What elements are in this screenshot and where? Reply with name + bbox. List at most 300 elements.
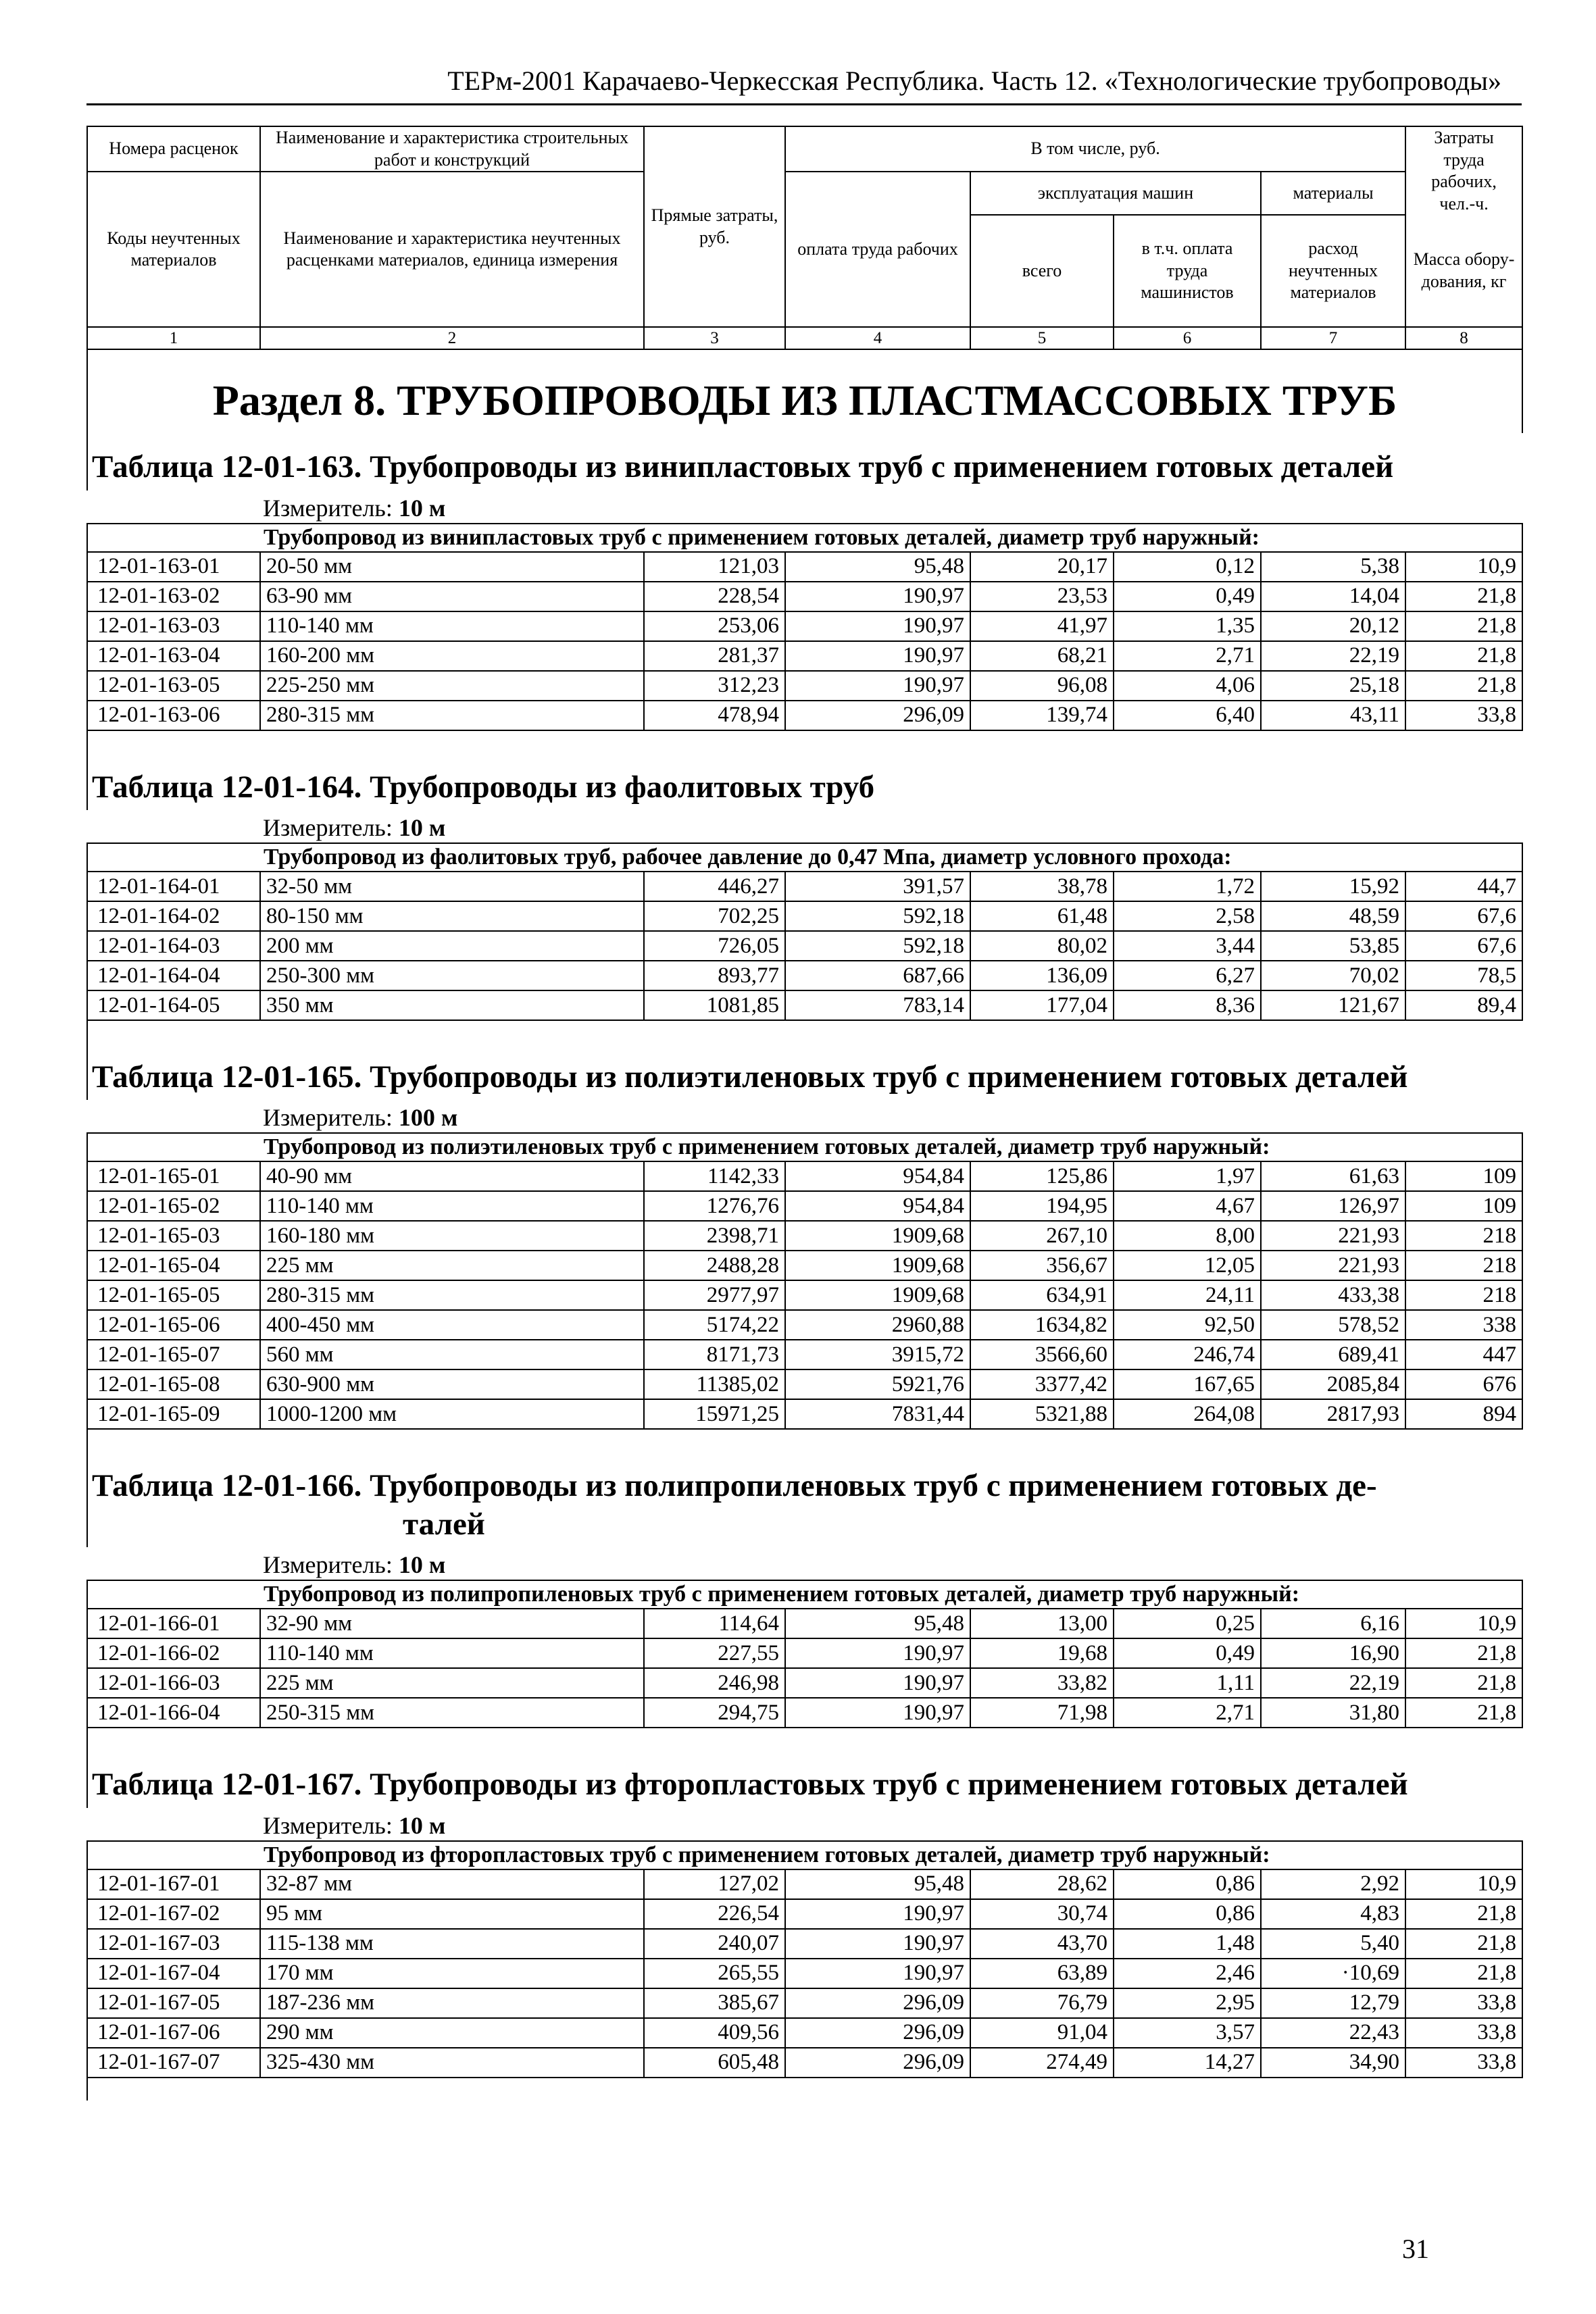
col-header-labor-costs: Затраты труда рабочих, чел.-ч. (1405, 126, 1522, 215)
table-row (87, 552, 1522, 582)
cell-direct-costs: 5174,22 (644, 1310, 785, 1340)
cell-direct-costs: 446,27 (644, 872, 785, 901)
cell-rate-code: 12-01-166-02 (87, 1638, 260, 1668)
cell-materials: 22,19 (1261, 641, 1405, 671)
cell-materials: 4,83 (1261, 1899, 1405, 1929)
cell-operator-pay: 0,49 (1114, 582, 1261, 611)
cell-work-description: 400-450 мм (260, 1310, 644, 1340)
cell-machine-total: 177,04 (970, 990, 1114, 1020)
cell-rate-code: 12-01-164-01 (87, 872, 260, 901)
measure (87, 1547, 1522, 1580)
cell-worker-pay: 190,97 (785, 641, 970, 671)
cell-machine-total: 76,79 (970, 1988, 1114, 2018)
measure-row (87, 1100, 1522, 1133)
cell-materials: 126,97 (1261, 1191, 1405, 1221)
cell-direct-costs: 1081,85 (644, 990, 785, 1020)
cell-rate-code: 12-01-163-05 (87, 671, 260, 701)
cell-labor-costs: 78,5 (1405, 961, 1522, 990)
table-title (87, 433, 1522, 490)
cell-materials: 2,92 (1261, 1869, 1405, 1899)
measure-row (87, 810, 1522, 843)
cell-machine-total: 71,98 (970, 1698, 1114, 1728)
table-row (87, 1340, 1522, 1369)
col-header-including: В том числе, руб. (785, 126, 1405, 172)
cell-labor-costs: 21,8 (1405, 582, 1522, 611)
cell-operator-pay: 6,27 (1114, 961, 1261, 990)
cell-operator-pay: 0,49 (1114, 1638, 1261, 1668)
col-number: 6 (1114, 327, 1261, 349)
table-row (87, 1638, 1522, 1668)
cell-work-description: 630-900 мм (260, 1369, 644, 1399)
cell-work-description: 80-150 мм (260, 901, 644, 931)
cell-materials: 16,90 (1261, 1638, 1405, 1668)
cell-labor-costs: 44,7 (1405, 872, 1522, 901)
cell-worker-pay: 95,48 (785, 552, 970, 582)
cell-work-description: 200 мм (260, 931, 644, 961)
cell-rate-code: 12-01-165-09 (87, 1399, 260, 1429)
cell-worker-pay: 296,09 (785, 2048, 970, 2078)
cell-machine-total: 3566,60 (970, 1340, 1114, 1369)
cell-labor-costs: 21,8 (1405, 1959, 1522, 1988)
measure (87, 810, 1522, 843)
cell-operator-pay: 92,50 (1114, 1310, 1261, 1340)
cell-materials: 5,40 (1261, 1929, 1405, 1959)
cell-machine-total: 634,91 (970, 1280, 1114, 1310)
cell-labor-costs: 447 (1405, 1340, 1522, 1369)
cell-machine-total: 80,02 (970, 931, 1114, 961)
col-header-machine-operation: эксплуатация машин (970, 172, 1261, 215)
cell-operator-pay: 2,46 (1114, 1959, 1261, 1988)
cell-machine-total: 23,53 (970, 582, 1114, 611)
cell-operator-pay: 1,72 (1114, 872, 1261, 901)
cell-rate-code: 12-01-166-03 (87, 1668, 260, 1698)
cell-labor-costs: 33,8 (1405, 701, 1522, 730)
cell-machine-total: 61,48 (970, 901, 1114, 931)
cell-materials: 70,02 (1261, 961, 1405, 990)
cell-materials: 2085,84 (1261, 1369, 1405, 1399)
cell-work-description: 110-140 мм (260, 1191, 644, 1221)
cell-labor-costs: 10,9 (1405, 1869, 1522, 1899)
measure-row (87, 1808, 1522, 1841)
cell-worker-pay: 95,48 (785, 1609, 970, 1638)
cell-work-description: 110-140 мм (260, 611, 644, 641)
subheading-row (87, 843, 1522, 872)
table-row (87, 1988, 1522, 2018)
cell-labor-costs: 218 (1405, 1221, 1522, 1251)
table-row (87, 1929, 1522, 1959)
cell-work-description: 225 мм (260, 1251, 644, 1280)
cell-direct-costs: 228,54 (644, 582, 785, 611)
cell-materials: 25,18 (1261, 671, 1405, 701)
cell-materials: 48,59 (1261, 901, 1405, 931)
cell-direct-costs: 281,37 (644, 641, 785, 671)
cell-rate-code: 12-01-163-03 (87, 611, 260, 641)
cell-worker-pay: 190,97 (785, 1929, 970, 1959)
cell-operator-pay: 2,58 (1114, 901, 1261, 931)
cell-labor-costs: 33,8 (1405, 1988, 1522, 2018)
cell-labor-costs: 676 (1405, 1369, 1522, 1399)
cell-materials: 22,43 (1261, 2018, 1405, 2048)
cell-materials: 34,90 (1261, 2048, 1405, 2078)
measure-label: Измеритель: (263, 814, 393, 842)
table-body (87, 126, 1522, 2101)
table-spacer (87, 1728, 1522, 1751)
cell-worker-pay: 592,18 (785, 901, 970, 931)
cell-rate-code: 12-01-167-07 (87, 2048, 260, 2078)
cell-rate-code: 12-01-167-06 (87, 2018, 260, 2048)
cell-work-description: 63-90 мм (260, 582, 644, 611)
cell-work-description: 115-138 мм (260, 1929, 644, 1959)
cell-work-description: 290 мм (260, 2018, 644, 2048)
cell-worker-pay: 190,97 (785, 1638, 970, 1668)
cell-direct-costs: 265,55 (644, 1959, 785, 1988)
cell-direct-costs: 605,48 (644, 2048, 785, 2078)
measure-value: 100 м (398, 1104, 458, 1132)
cell-machine-total: 30,74 (970, 1899, 1114, 1929)
table-row (87, 582, 1522, 611)
cell-direct-costs: 726,05 (644, 931, 785, 961)
cell-materials: 221,93 (1261, 1221, 1405, 1251)
cell-labor-costs: 21,8 (1405, 1638, 1522, 1668)
table-title (87, 753, 1522, 810)
subheading-row (87, 1580, 1522, 1609)
cell-labor-costs: 10,9 (1405, 1609, 1522, 1638)
cell-labor-costs: 21,8 (1405, 1899, 1522, 1929)
col-header-worker-pay: оплата труда рабочих (785, 172, 970, 327)
table-title-row (87, 433, 1522, 490)
cell-worker-pay: 391,57 (785, 872, 970, 901)
cell-operator-pay: 12,05 (1114, 1251, 1261, 1280)
cell-work-description: 250-315 мм (260, 1698, 644, 1728)
col-header-operator-pay: в т.ч. оплата труда машинистов (1114, 215, 1261, 327)
cell-operator-pay: 0,86 (1114, 1899, 1261, 1929)
cell-labor-costs: 21,8 (1405, 671, 1522, 701)
cell-machine-total: 5321,88 (970, 1399, 1114, 1429)
cell-rate-code: 12-01-165-01 (87, 1161, 260, 1191)
table-title-row (87, 1043, 1522, 1100)
measure-label: Измеритель: (263, 1551, 393, 1579)
cell-operator-pay: 0,25 (1114, 1609, 1261, 1638)
cell-direct-costs: 478,94 (644, 701, 785, 730)
cell-rate-code: 12-01-165-07 (87, 1340, 260, 1369)
cell-rate-code: 12-01-164-03 (87, 931, 260, 961)
cell-operator-pay: 3,44 (1114, 931, 1261, 961)
table-subheading: Трубопровод из полиэтиленовых труб с применением готовых деталей, диаметр труб наружный: (87, 1133, 1522, 1161)
cell-operator-pay: 6,40 (1114, 701, 1261, 730)
cell-worker-pay: 7831,44 (785, 1399, 970, 1429)
spacer-cell (87, 730, 1522, 753)
table-title (87, 1751, 1522, 1807)
cell-materials: 578,52 (1261, 1310, 1405, 1340)
cell-rate-code: 12-01-167-05 (87, 1988, 260, 2018)
measure-label: Измеритель: (263, 1811, 393, 1839)
table-row (87, 1310, 1522, 1340)
cell-rate-code: 12-01-165-02 (87, 1191, 260, 1221)
spacer-cell (87, 1429, 1522, 1452)
cell-work-description: 170 мм (260, 1959, 644, 1988)
cell-worker-pay: 296,09 (785, 1988, 970, 2018)
cell-machine-total: 38,78 (970, 872, 1114, 901)
col-header-material-codes: Коды неучтенных материалов (87, 172, 260, 327)
cell-labor-costs: 67,6 (1405, 931, 1522, 961)
cell-rate-code: 12-01-163-02 (87, 582, 260, 611)
cell-rate-code: 12-01-164-05 (87, 990, 260, 1020)
cell-machine-total: 274,49 (970, 2048, 1114, 2078)
cell-machine-total: 136,09 (970, 961, 1114, 990)
cell-materials: 2817,93 (1261, 1399, 1405, 1429)
col-number: 2 (260, 327, 644, 349)
cell-operator-pay: 4,67 (1114, 1191, 1261, 1221)
cell-work-description: 280-315 мм (260, 1280, 644, 1310)
measure (87, 1100, 1522, 1133)
cell-machine-total: 20,17 (970, 552, 1114, 582)
cell-rate-code: 12-01-165-04 (87, 1251, 260, 1280)
spacer-cell (87, 2078, 1522, 2101)
cell-materials: 15,92 (1261, 872, 1405, 901)
cell-machine-total: 139,74 (970, 701, 1114, 730)
col-number: 1 (87, 327, 260, 349)
table-row (87, 1399, 1522, 1429)
cell-operator-pay: 2,71 (1114, 1698, 1261, 1728)
cell-operator-pay: 1,97 (1114, 1161, 1261, 1191)
cell-direct-costs: 2488,28 (644, 1251, 785, 1280)
table-subheading: Трубопровод из фторопластовых труб с применением готовых деталей, диаметр труб наружный: (87, 1841, 1522, 1869)
measure (87, 1808, 1522, 1841)
cell-materials: 43,11 (1261, 701, 1405, 730)
cell-direct-costs: 226,54 (644, 1899, 785, 1929)
cell-materials: 121,67 (1261, 990, 1405, 1020)
cell-worker-pay: 190,97 (785, 1899, 970, 1929)
table-subheading: Трубопровод из полипропиленовых труб с применением готовых деталей, диаметр труб наружный: (87, 1580, 1522, 1609)
table-row (87, 1369, 1522, 1399)
cell-labor-costs: 218 (1405, 1251, 1522, 1280)
cell-rate-code: 12-01-163-04 (87, 641, 260, 671)
cell-machine-total: 28,62 (970, 1869, 1114, 1899)
col-header-rate-numbers: Номера расценок (87, 126, 260, 172)
table-spacer (87, 730, 1522, 753)
col-number: 4 (785, 327, 970, 349)
cell-labor-costs: 21,8 (1405, 1698, 1522, 1728)
table-row (87, 1251, 1522, 1280)
col-header-total: всего (970, 215, 1114, 327)
cell-labor-costs: 89,4 (1405, 990, 1522, 1020)
cell-labor-costs: 21,8 (1405, 1668, 1522, 1698)
cell-direct-costs: 385,67 (644, 1988, 785, 2018)
cell-worker-pay: 3915,72 (785, 1340, 970, 1369)
cell-direct-costs: 127,02 (644, 1869, 785, 1899)
table-row (87, 2048, 1522, 2078)
table-row (87, 1280, 1522, 1310)
cell-operator-pay: 2,95 (1114, 1988, 1261, 2018)
table-spacer (87, 2078, 1522, 2101)
measure-value: 10 м (398, 814, 446, 842)
measure-label: Измеритель: (263, 1104, 393, 1132)
cell-work-description: 32-87 мм (260, 1869, 644, 1899)
measure (87, 491, 1522, 524)
table-row (87, 1609, 1522, 1638)
cell-rate-code: 12-01-165-03 (87, 1221, 260, 1251)
measure-label: Измеритель: (263, 494, 393, 522)
cell-worker-pay: 1909,68 (785, 1221, 970, 1251)
col-header-material-name: Наименование и характеристика неучтенных расценками материалов, единица измерения (260, 172, 644, 327)
cell-rate-code: 12-01-164-04 (87, 961, 260, 990)
table-title (87, 1043, 1522, 1100)
cell-rate-code: 12-01-163-06 (87, 701, 260, 730)
cell-machine-total: 19,68 (970, 1638, 1114, 1668)
rates-table (86, 126, 1523, 2101)
table-row (87, 990, 1522, 1020)
cell-labor-costs: 21,8 (1405, 1929, 1522, 1959)
cell-operator-pay: 3,57 (1114, 2018, 1261, 2048)
cell-direct-costs: 246,98 (644, 1668, 785, 1698)
cell-machine-total: 125,86 (970, 1161, 1114, 1191)
cell-materials: 6,16 (1261, 1609, 1405, 1638)
cell-direct-costs: 11385,02 (644, 1369, 785, 1399)
cell-work-description: 280-315 мм (260, 701, 644, 730)
cell-machine-total: 356,67 (970, 1251, 1114, 1280)
cell-work-description: 40-90 мм (260, 1161, 644, 1191)
cell-work-description: 160-200 мм (260, 641, 644, 671)
table-title (87, 1452, 1522, 1547)
measure-value: 10 м (398, 494, 446, 522)
cell-materials: 12,79 (1261, 1988, 1405, 2018)
table-title-text: Таблица 12-01-163. Трубопроводы из винипластовых труб с применением готовых деталей (92, 449, 1394, 485)
col-header-direct-costs: Прямые затраты, руб. (644, 126, 785, 327)
table-row (87, 641, 1522, 671)
cell-machine-total: 194,95 (970, 1191, 1114, 1221)
measure-row (87, 1547, 1522, 1580)
measure-value: 10 м (398, 1551, 446, 1579)
cell-labor-costs: 109 (1405, 1191, 1522, 1221)
col-number: 8 (1405, 327, 1522, 349)
cell-rate-code: 12-01-167-02 (87, 1899, 260, 1929)
cell-labor-costs: 894 (1405, 1399, 1522, 1429)
table-row (87, 1869, 1522, 1899)
table-subheading: Трубопровод из фаолитовых труб, рабочее давление до 0,47 Мпа, диаметр условного прохода: (87, 843, 1522, 872)
cell-work-description: 32-50 мм (260, 872, 644, 901)
table-spacer (87, 1429, 1522, 1452)
table-row (87, 2018, 1522, 2048)
cell-direct-costs: 253,06 (644, 611, 785, 641)
cell-direct-costs: 1142,33 (644, 1161, 785, 1191)
cell-direct-costs: 702,25 (644, 901, 785, 931)
cell-materials: 20,12 (1261, 611, 1405, 641)
cell-machine-total: 91,04 (970, 2018, 1114, 2048)
cell-worker-pay: 190,97 (785, 1668, 970, 1698)
col-header-unaccounted-materials: расход неучтенных материалов (1261, 215, 1405, 327)
table-row (87, 901, 1522, 931)
cell-direct-costs: 409,56 (644, 2018, 785, 2048)
cell-worker-pay: 592,18 (785, 931, 970, 961)
cell-operator-pay: 0,12 (1114, 552, 1261, 582)
cell-rate-code: 12-01-167-03 (87, 1929, 260, 1959)
cell-direct-costs: 294,75 (644, 1698, 785, 1728)
table-row (87, 1959, 1522, 1988)
cell-operator-pay: 2,71 (1114, 641, 1261, 671)
table-row (87, 1899, 1522, 1929)
cell-rate-code: 12-01-164-02 (87, 901, 260, 931)
table-title-text: Таблица 12-01-164. Трубопроводы из фаолитовых труб (92, 769, 875, 805)
cell-worker-pay: 1909,68 (785, 1280, 970, 1310)
table-row (87, 931, 1522, 961)
cell-worker-pay: 190,97 (785, 1959, 970, 1988)
table-row (87, 671, 1522, 701)
cell-materials: 433,38 (1261, 1280, 1405, 1310)
cell-materials: 14,04 (1261, 582, 1405, 611)
cell-direct-costs: 1276,76 (644, 1191, 785, 1221)
section-title: Раздел 8. ТРУБОПРОВОДЫ ИЗ ПЛАСТМАССОВЫХ ТРУБ (87, 349, 1522, 433)
cell-work-description: 250-300 мм (260, 961, 644, 990)
cell-materials: 61,63 (1261, 1161, 1405, 1191)
cell-direct-costs: 2398,71 (644, 1221, 785, 1251)
cell-operator-pay: 1,11 (1114, 1668, 1261, 1698)
spacer-cell (87, 1728, 1522, 1751)
cell-worker-pay: 783,14 (785, 990, 970, 1020)
cell-operator-pay: 1,35 (1114, 611, 1261, 641)
cell-worker-pay: 95,48 (785, 1869, 970, 1899)
cell-direct-costs: 227,55 (644, 1638, 785, 1668)
cell-worker-pay: 687,66 (785, 961, 970, 990)
cell-direct-costs: 114,64 (644, 1609, 785, 1638)
table-row (87, 701, 1522, 730)
cell-worker-pay: 954,84 (785, 1191, 970, 1221)
cell-machine-total: 68,21 (970, 641, 1114, 671)
table-row (87, 1161, 1522, 1191)
cell-direct-costs: 15971,25 (644, 1399, 785, 1429)
cell-work-description: 32-90 мм (260, 1609, 644, 1638)
cell-direct-costs: 893,77 (644, 961, 785, 990)
cell-worker-pay: 190,97 (785, 1698, 970, 1728)
table-row (87, 611, 1522, 641)
table-title-continuation: талей (403, 1506, 485, 1542)
cell-rate-code: 12-01-166-04 (87, 1698, 260, 1728)
cell-rate-code: 12-01-165-06 (87, 1310, 260, 1340)
cell-rate-code: 12-01-165-05 (87, 1280, 260, 1310)
cell-worker-pay: 2960,88 (785, 1310, 970, 1340)
cell-work-description: 225-250 мм (260, 671, 644, 701)
cell-operator-pay: 246,74 (1114, 1340, 1261, 1369)
cell-operator-pay: 4,06 (1114, 671, 1261, 701)
cell-rate-code: 12-01-163-01 (87, 552, 260, 582)
table-row (87, 1698, 1522, 1728)
cell-operator-pay: 0,86 (1114, 1869, 1261, 1899)
cell-machine-total: 63,89 (970, 1959, 1114, 1988)
cell-operator-pay: 1,48 (1114, 1929, 1261, 1959)
cell-machine-total: 3377,42 (970, 1369, 1114, 1399)
cell-work-description: 350 мм (260, 990, 644, 1020)
cell-operator-pay: 8,36 (1114, 990, 1261, 1020)
table-spacer (87, 1020, 1522, 1043)
table-title-row (87, 1751, 1522, 1807)
table-title-text: Таблица 12-01-167. Трубопроводы из фторопластовых труб с применением готовых деталей (92, 1767, 1408, 1803)
cell-direct-costs: 2977,97 (644, 1280, 785, 1310)
cell-work-description: 160-180 мм (260, 1221, 644, 1251)
cell-materials: 221,93 (1261, 1251, 1405, 1280)
measure-row (87, 491, 1522, 524)
table-row (87, 1221, 1522, 1251)
cell-rate-code: 12-01-165-08 (87, 1369, 260, 1399)
cell-direct-costs: 8171,73 (644, 1340, 785, 1369)
cell-worker-pay: 190,97 (785, 671, 970, 701)
measure-value: 10 м (398, 1811, 446, 1839)
cell-labor-costs: 33,8 (1405, 2048, 1522, 2078)
cell-worker-pay: 190,97 (785, 582, 970, 611)
col-header-work-name: Наименование и характеристика строительных работ и конструкций (260, 126, 644, 172)
cell-materials: 689,41 (1261, 1340, 1405, 1369)
table-row (87, 1668, 1522, 1698)
cell-machine-total: 1634,82 (970, 1310, 1114, 1340)
col-number: 3 (644, 327, 785, 349)
